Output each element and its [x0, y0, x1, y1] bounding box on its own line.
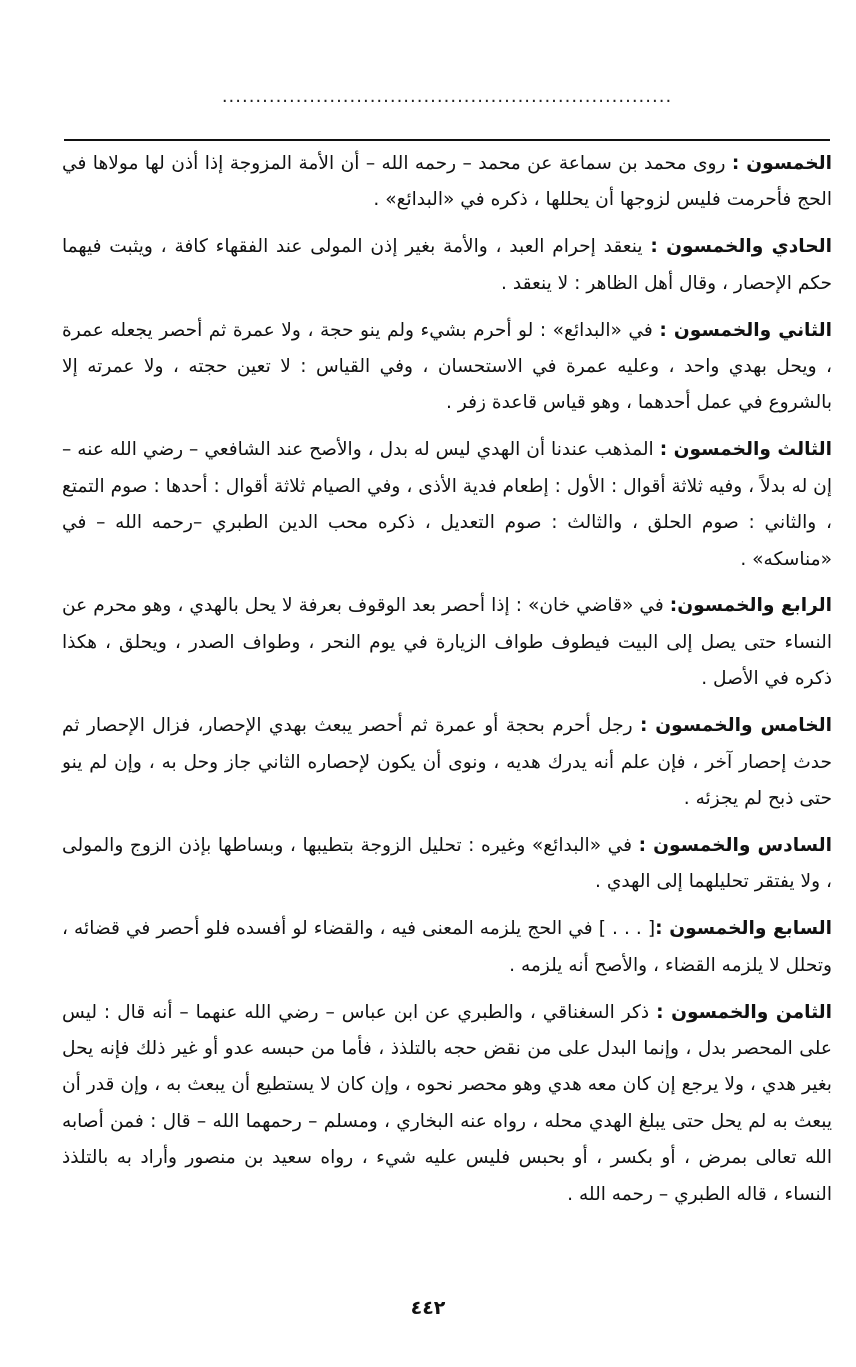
paragraph-text: رجل أحرم بحجة أو عمرة ثم أحصر يبعث بهدي الإحصار، فزال الإحصار ثم حدث إحصار آخر ، فإن علم أنه يدرك هديه ، ونوى أن يكون لإحصاره الثاني جاز وحل به ، وإن لم ينو حتى ذبح لم يجزئه . — [62, 715, 832, 809]
paragraph-heading: الثالث والخمسون : — [659, 439, 832, 461]
page-body — [62, 146, 832, 1223]
paragraph-57 — [62, 911, 832, 984]
paragraph-text: المذهب عندنا أن الهدي ليس له بدل ، والأصح عند الشافعي – رضي الله عنه – إن له بدلاً ، وفيه ثلاثة أقوال : الأول : إطعام فدية الأذى ، وفي الصيام ثلاثة أقوال : أحدها : صوم التمتع ، والثاني : صوم الحلق ، والثالث : صوم التعديل ، ذكره محب الدين الطبري –رحمه الله – في «مناسكه» . — [62, 439, 832, 570]
paragraph-text: روى محمد بن سماعة عن محمد – رحمه الله – أن الأمة المزوجة إذا أذن لها مولاها في الحج فأحرمت فليس لزوجها أن يحللها ، ذكره في «البدائع» . — [62, 153, 832, 211]
paragraph-58 — [62, 995, 832, 1213]
paragraph-text: ينعقد إحرام العبد ، والأمة بغير إذن المولى عند الفقهاء كافة ، ويثبت فيهما حكم الإحصار ، وقال أهل الظاهر : لا ينعقد . — [62, 236, 832, 294]
paragraph-text: ذكر السغناقي ، والطبري عن ابن عباس – رضي الله عنهما – أنه قال : ليس على المحصر بدل ، وإنما البدل على من نقض حجه بالتلذذ ، فأما من حبسه عدو أو غير ذلك فإنه يحل بغير هدي ، ولا يرجع إن كان معه هدي وهو محصر نحوه ، وإن كان لا يستطيع أن يبعث به ، وإن قدر أن يبعث به لم يحل حتى يبلغ الهدي محله ، رواه عنه البخاري ، ومسلم – رحمهما الله – قال : فمن أصابه الله تعالى بمرض ، أو بكسر ، أو بحبس فليس عليه شيء ، رواه سعيد بن منصور وأراد به بالتلذذ النساء ، قاله الطبري – رحمه الله . — [62, 1001, 832, 1205]
paragraph-heading: الخمسون : — [731, 153, 832, 174]
paragraph-56 — [62, 828, 832, 901]
paragraph-heading: الرابع والخمسون: — [669, 595, 832, 617]
paragraph-text: [ . . . ] في الحج يلزمه المعنى فيه ، والقضاء لو أفسده فلو أحصر في قضائه ، وتحلل لا يلزمه القضاء ، والأصح أنه يلزمه . — [62, 918, 832, 976]
paragraph-heading: السادس والخمسون : — [638, 834, 832, 856]
header-rule — [64, 139, 830, 141]
paragraph-heading: الثاني والخمسون : — [659, 319, 832, 341]
paragraph-52 — [62, 313, 832, 422]
paragraph-54 — [62, 588, 832, 697]
paragraph-heading: السابع والخمسون : — [655, 918, 832, 940]
page-number: ٤٤٢ — [410, 1297, 446, 1319]
header-dotted-line: ................................................................... — [221, 86, 673, 106]
paragraph-heading: الخامس والخمسون : — [639, 715, 832, 737]
paragraph-heading: الثامن والخمسون : — [656, 1001, 833, 1023]
paragraph-53 — [62, 432, 832, 578]
paragraph-50 — [62, 146, 832, 219]
paragraph-51 — [62, 229, 832, 302]
paragraph-text: في «البدائع» وغيره : تحليل الزوجة بتطيبها ، وبساطها بإذن الزوج والمولى ، ولا يفتقر تحليلهما إلى الهدي . — [62, 834, 832, 893]
paragraph-text: في «البدائع» : لو أحرم بشيء ولم ينو حجة ، ولا عمرة ثم أحصر يجعله عمرة ، ويحل بهدي واحد ، وعليه عمرة في الاستحسان ، وفي القياس : لا تعين حجته ، ولا عمرته إلا بالشروع في عمل أحدهما ، وهو قياس قاعدة زفر . — [62, 319, 832, 414]
paragraph-text: في «قاضي خان» : إذا أحصر بعد الوقوف بعرفة لا يحل بالهدي ، وهو محرم عن النساء حتى يصل إلى البيت فيطوف طواف الزيارة في يوم النحر ، وطواف الصدر ، ويحلق ، هكذا ذكره في الأصل . — [62, 595, 832, 690]
paragraph-heading: الحادي والخمسون : — [650, 236, 832, 258]
paragraph-55 — [62, 708, 832, 817]
